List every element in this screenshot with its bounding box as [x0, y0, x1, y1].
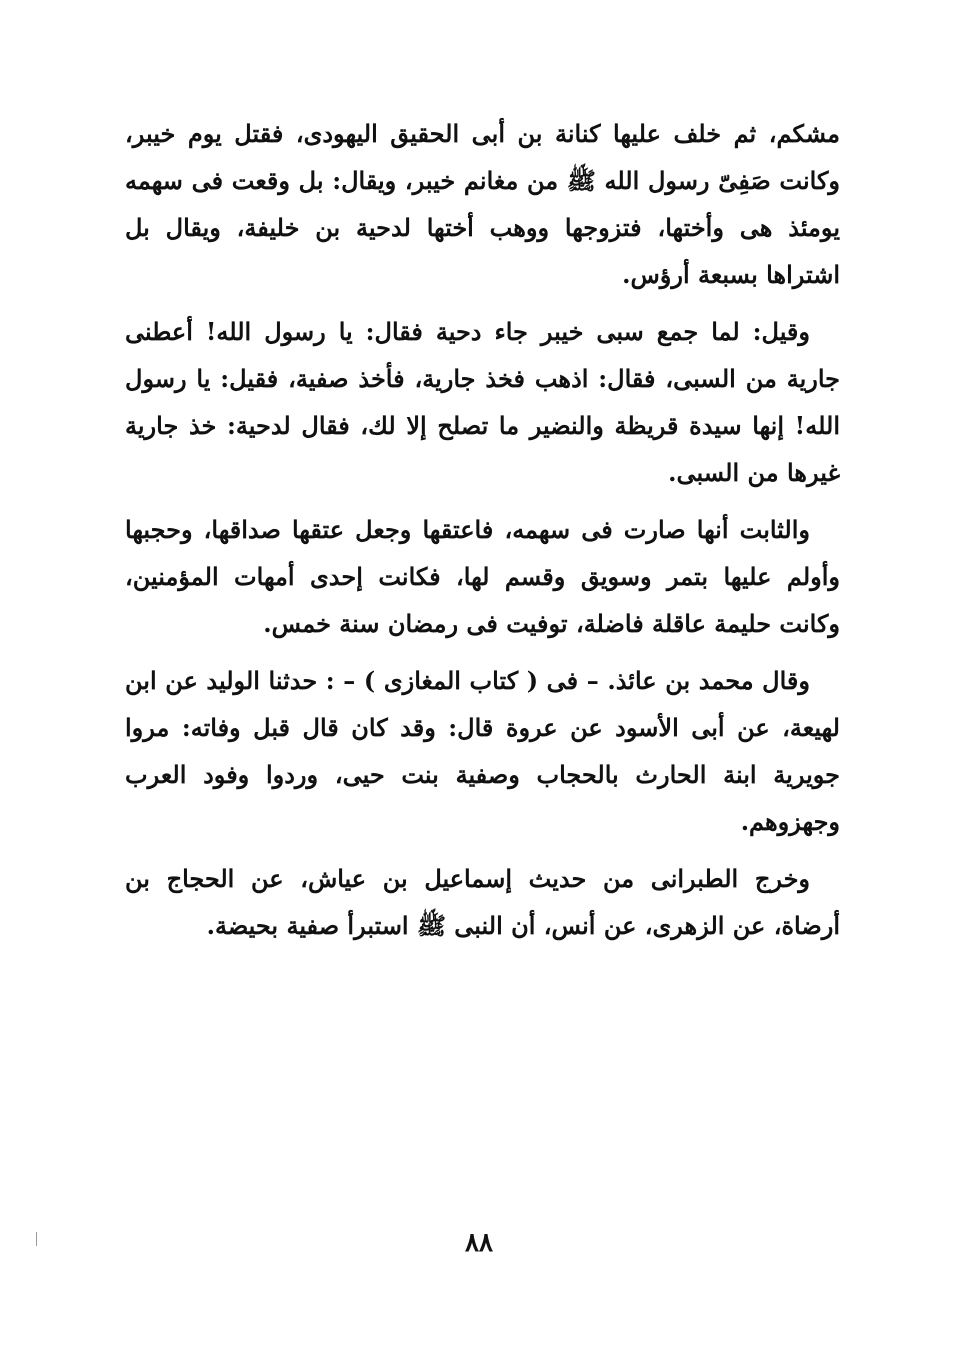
paragraph-4: وقال محمد بن عائذ. – فى ( كتاب المغازى ) – : حدثنا الوليد عن ابن لهيعة، عن أبى الأسود عن عروة قال: وقد كان قال قبل وفاته: مروا جويرية ابنة الحارث بالحجاب وصفية بنت حيى، وردوا وفود العرب وجهزوهم.	[125, 666, 840, 836]
paragraph-3: والثابت أنها صارت فى سهمه، فاعتقها وجعل عتقها صداقها، وحجبها وأولم عليها بتمر وسويق وقسم لها، فكانت إحدى أمهات المؤمنين، وكانت حليمة عاقلة فاضلة، توفيت فى رمضان سنة خمس.	[125, 515, 840, 638]
body-text	[125, 110, 840, 959]
page-number: ٨٨	[465, 1228, 493, 1258]
paragraph-2: وقيل: لما جمع سبى خيبر جاء دحية فقال: يا رسول الله! أعطنى جارية من السبى، فقال: اذهب فخذ جارية، فأخذ صفية، فقيل: يا رسول الله! إنها سيدة قريظة والنضير ما تصلح إلا لك، فقال لدحية: خذ جارية غيرها من السبى.	[125, 317, 841, 487]
paragraph-1: مشكم، ثم خلف عليها كنانة بن أبى الحقيق اليهودى، فقتل يوم خيبر، وكانت صَفِىّ رسول الله ﷺ من مغانم خيبر، ويقال: بل وقعت فى سهمه يومئذ هى وأختها، فتزوجها ووهب أختها لدحية بن خليفة، ويقال بل اشتراها بسبعة أرؤس.	[125, 119, 841, 289]
paragraph-5: وخرج الطبرانى من حديث إسماعيل بن عياش، عن الحجاج بن أرضاة، عن الزهرى، عن أنس، أن النبى ﷺ استبرأ صفية بحيضة.	[125, 864, 840, 940]
